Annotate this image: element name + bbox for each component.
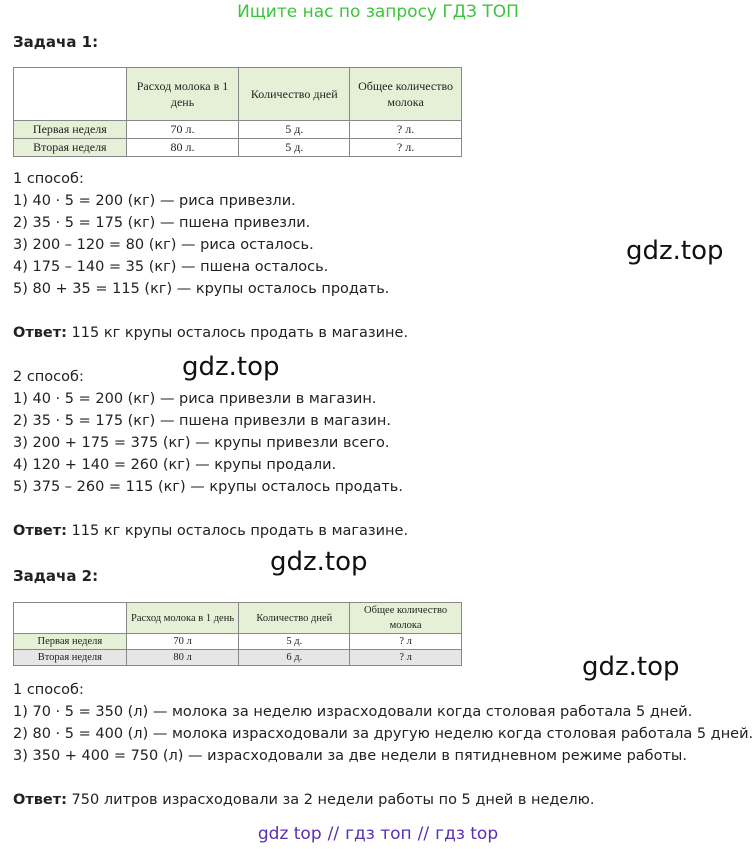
watermark: gdz.top	[626, 236, 724, 266]
table-header-cell: Количество дней	[239, 603, 350, 634]
solution-step: 1) 40 · 5 = 200 (кг) — риса привезли в магазин.	[13, 391, 377, 407]
answer-text: 750 литров израсходовали за 2 недели работы по 5 дней в неделю.	[66, 792, 595, 808]
table-header-cell: Расход молока в 1 день	[126, 68, 239, 121]
method1-label: 1 способ:	[13, 682, 84, 698]
solution-step: 3) 200 + 175 = 375 (кг) — крупы привезли всего.	[13, 435, 390, 451]
footer-links	[0, 824, 756, 844]
table-row	[14, 139, 462, 157]
table-header-cell: Количество дней	[239, 68, 350, 121]
answer-text: 115 кг крупы осталось продать в магазине.	[66, 523, 409, 539]
solution-step: 5) 80 + 35 = 115 (кг) — крупы осталось продать.	[13, 281, 390, 297]
table-row	[14, 650, 462, 666]
footer-link[interactable]: гдз топ	[345, 824, 412, 844]
table-header-cell	[14, 603, 127, 634]
answer-label: Ответ:	[13, 792, 67, 808]
table-header-cell: Общее количество молока	[350, 603, 462, 634]
table-cell: 6 д.	[239, 650, 350, 666]
table-cell: 70 л.	[126, 121, 239, 139]
footer-separator: //	[327, 824, 340, 844]
solution-step: 1) 40 · 5 = 200 (кг) — риса привезли.	[13, 193, 296, 209]
table-cell: 5 д.	[239, 634, 350, 650]
table-cell: 5 д.	[239, 121, 350, 139]
answer-label: Ответ:	[13, 325, 67, 341]
watermark: gdz.top	[182, 352, 280, 382]
task2-title: Задача 2:	[13, 567, 99, 585]
footer-link[interactable]: gdz top	[257, 824, 322, 844]
table-header-cell: Расход молока в 1 день	[126, 603, 239, 634]
task1-title: Задача 1:	[13, 33, 99, 51]
answer-line	[13, 325, 408, 341]
search-banner: Ищите нас по запросу ГДЗ ТОП	[237, 2, 519, 22]
solution-step: 4) 120 + 140 = 260 (кг) — крупы продали.	[13, 457, 337, 473]
footer-separator: //	[417, 824, 430, 844]
table-cell: ? л	[350, 650, 462, 666]
solution-step: 4) 175 – 140 = 35 (кг) — пшена осталось.	[13, 259, 329, 275]
solution-step: 3) 200 – 120 = 80 (кг) — риса осталось.	[13, 237, 314, 253]
task2-table-header	[14, 603, 462, 634]
task2-table	[13, 602, 462, 666]
table-row	[14, 121, 462, 139]
task1-table-header	[14, 68, 462, 121]
watermark: gdz.top	[582, 652, 680, 682]
solution-step: 2) 80 · 5 = 400 (л) — молока израсходовали за другую неделю когда столовая работала 5 дней.	[13, 726, 754, 742]
table-cell: 5 д.	[239, 139, 350, 157]
table-row-label: Первая неделя	[14, 121, 127, 139]
solution-step: 2) 35 · 5 = 175 (кг) — пшена привезли.	[13, 215, 311, 231]
table-cell: ? л.	[350, 121, 462, 139]
footer-link[interactable]: гдз top	[435, 824, 499, 844]
answer-label: Ответ:	[13, 523, 67, 539]
method1-label: 1 способ:	[13, 171, 84, 187]
table-row-label: Первая неделя	[14, 634, 127, 650]
answer-text: 115 кг крупы осталось продать в магазине.	[66, 325, 409, 341]
method2-label: 2 способ:	[13, 369, 84, 385]
table-header-cell	[14, 68, 127, 121]
watermark: gdz.top	[270, 547, 368, 577]
answer-line	[13, 792, 594, 808]
table-header-cell: Общее количество молока	[350, 68, 462, 121]
solution-step: 3) 350 + 400 = 750 (л) — израсходовали за две недели в пятидневном режиме работы.	[13, 748, 687, 764]
table-cell: 80 л	[126, 650, 239, 666]
solution-step: 5) 375 – 260 = 115 (кг) — крупы осталось продать.	[13, 479, 403, 495]
table-cell: 80 л.	[126, 139, 239, 157]
solution-step: 2) 35 · 5 = 175 (кг) — пшена привезли в магазин.	[13, 413, 391, 429]
table-row-label: Вторая неделя	[14, 139, 127, 157]
solution-step: 1) 70 · 5 = 350 (л) — молока за неделю израсходовали когда столовая работала 5 дней.	[13, 704, 693, 720]
table-row	[14, 634, 462, 650]
table-cell: 70 л	[126, 634, 239, 650]
table-cell: ? л.	[350, 139, 462, 157]
table-row-label: Вторая неделя	[14, 650, 127, 666]
table-cell: ? л	[350, 634, 462, 650]
answer-line	[13, 523, 408, 539]
task1-table	[13, 67, 462, 157]
